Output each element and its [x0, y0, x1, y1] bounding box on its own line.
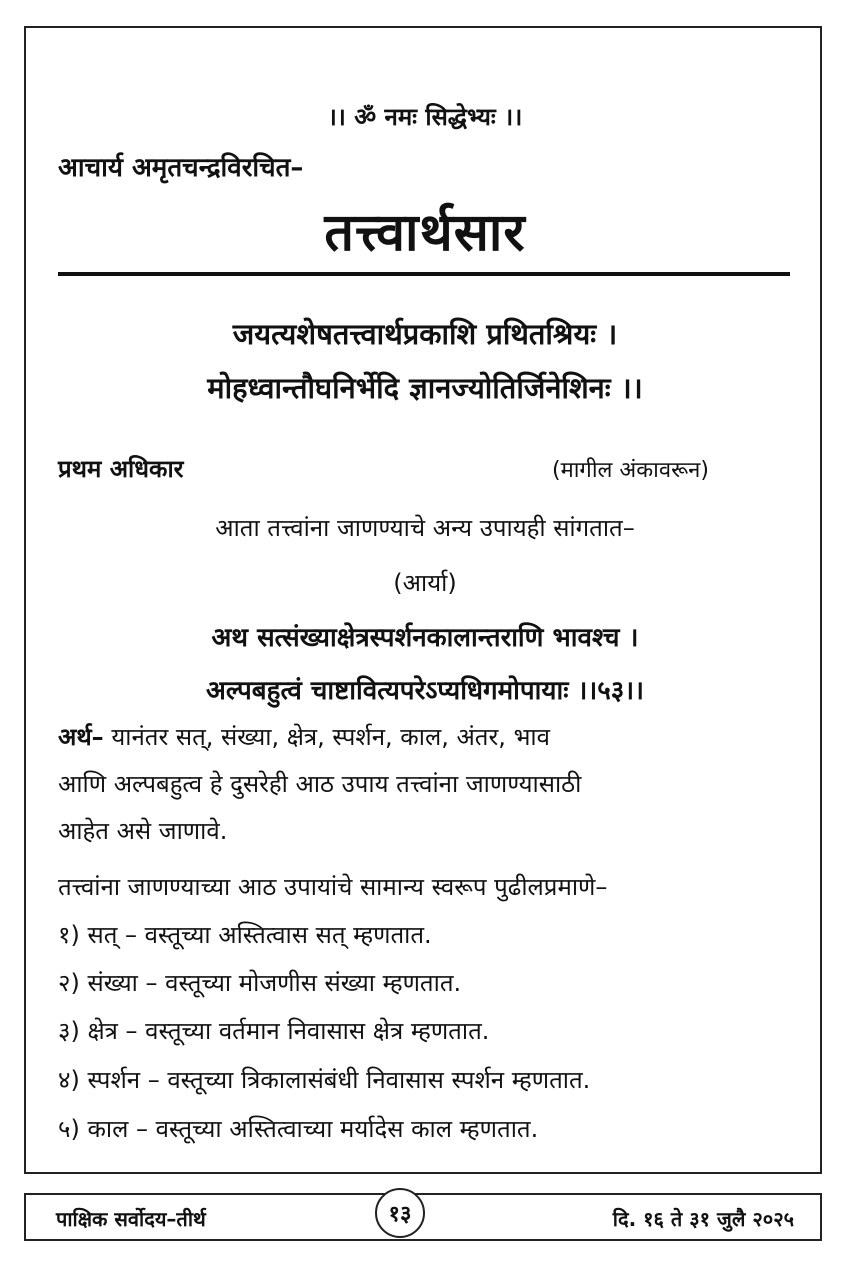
opening-verse-line-2: मोहध्वान्तौघनिर्भेदि ज्ञानज्योतिर्जिनेशिनः ।।	[207, 371, 643, 405]
opening-verse-line-1: जयत्यशेषतत्त्वार्थप्रकाशि प्रथितश्रियः ।	[232, 317, 618, 351]
verse-53-line-2: अल्पबहुत्वं चाष्टावित्यपरेऽप्यधिगमोपायाः ।।५३।।	[206, 676, 644, 706]
verse-53-line-1: अथ सत्संख्याक्षेत्रस्पर्शनकालान्तराणि भावश्च ।	[211, 623, 639, 653]
list-heading: तत्त्वांना जाणण्याच्या आठ उपायांचे सामान्य स्वरूप पुढीलप्रमाणे–	[58, 873, 608, 901]
page-title: तत्त्वार्थसार	[324, 203, 526, 263]
publication-name: पाक्षिक सर्वोदय–तीर्थ	[56, 1207, 206, 1231]
meaning-label: अर्थ–	[58, 723, 104, 751]
invocation: ।। ॐ नमः सिद्धेभ्यः ।।	[327, 103, 523, 131]
list-item: १) सत् – वस्तूच्या अस्तित्वास सत् म्हणतात.	[58, 921, 432, 949]
meaning-line-2: आणि अल्पबहुत्व हे दुसरेही आठ उपाय तत्त्वांना जाणण्यासाठी	[58, 770, 582, 798]
title-divider	[58, 272, 790, 276]
intro-line: आता तत्त्वांना जाणण्याचे अन्य उपायही सांगतात–	[215, 514, 635, 542]
meaning-line-1	[58, 720, 550, 753]
list-item: २) संख्या – वस्तूच्या मोजणीस संख्या म्हणतात.	[58, 969, 462, 997]
list-item: ४) स्पर्शन – वस्तूच्या त्रिकालासंबंधी निवासास स्पर्शन म्हणतात.	[58, 1066, 591, 1094]
meter-label: (आर्या)	[393, 569, 457, 597]
list-item: ३) क्षेत्र – वस्तूच्या वर्तमान निवासास क्षेत्र म्हणतात.	[58, 1017, 490, 1045]
meaning-text-1: यानंतर सत्, संख्या, क्षेत्र, स्पर्शन, काल, अंतर, भाव	[103, 723, 550, 751]
issue-date: दि. १६ ते ३१ जुलै २०२५	[612, 1207, 794, 1231]
continued-note: (मागील अंकावरून)	[552, 458, 709, 483]
meaning-line-3: आहेत असे जाणावे.	[58, 817, 228, 845]
chapter-label: प्रथम अधिकार	[58, 455, 184, 483]
list-item: ५) काल – वस्तूच्या अस्तित्वाच्या मर्यादेस काल म्हणतात.	[58, 1115, 539, 1143]
author-line: आचार्य अमृतचन्द्रविरचित–	[58, 153, 304, 183]
page-number: १३	[375, 1188, 425, 1238]
